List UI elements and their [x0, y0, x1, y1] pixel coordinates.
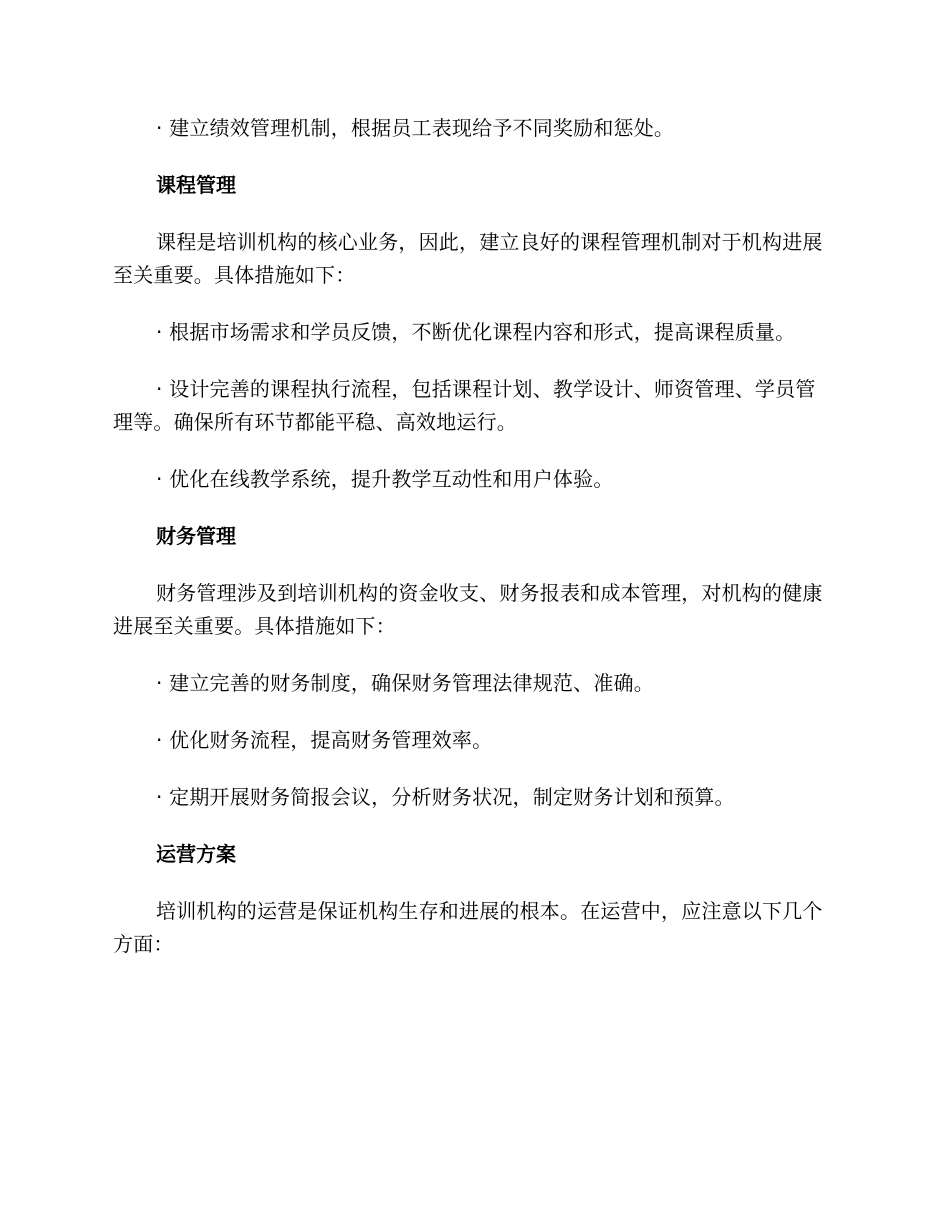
- bullet-finance-1: · 建立完善的财务制度，确保财务管理法律规范、准确。: [156, 671, 654, 695]
- bullet-finance-2: · 优化财务流程，提高财务管理效率。: [156, 728, 493, 752]
- paragraph-operations-intro: 培训机构的运营是保证机构生存和进展的根本。在运营中，应注意以下几个方面：: [113, 899, 823, 956]
- heading-course-management: 课程管理: [156, 173, 236, 197]
- bullet-performance: · 建立绩效管理机制，根据员工表现给予不同奖励和惩处。: [156, 116, 675, 140]
- heading-finance-management: 财务管理: [156, 524, 236, 548]
- bullet-course-3: · 优化在线教学系统，提升教学互动性和用户体验。: [156, 467, 614, 491]
- paragraph-course-intro: 课程是培训机构的核心业务，因此，建立良好的课程管理机制对于机构进展至关重要。具体措施如下：: [113, 230, 823, 287]
- bullet-course-1: · 根据市场需求和学员反馈，不断优化课程内容和形式，提高课程质量。: [156, 320, 796, 344]
- bullet-finance-3: · 定期开展财务简报会议，分析财务状况，制定财务计划和预算。: [156, 785, 735, 809]
- heading-operations-plan: 运营方案: [156, 842, 236, 866]
- paragraph-finance-intro: 财务管理涉及到培训机构的资金收支、财务报表和成本管理，对机构的健康进展至关重要。具体措施如下：: [113, 581, 823, 638]
- document-page: [113, 112, 833, 961]
- bullet-course-2: · 设计完善的课程执行流程，包括课程计划、教学设计、师资管理、学员管理等。确保所有环节都能平稳、高效地运行。: [113, 377, 816, 434]
